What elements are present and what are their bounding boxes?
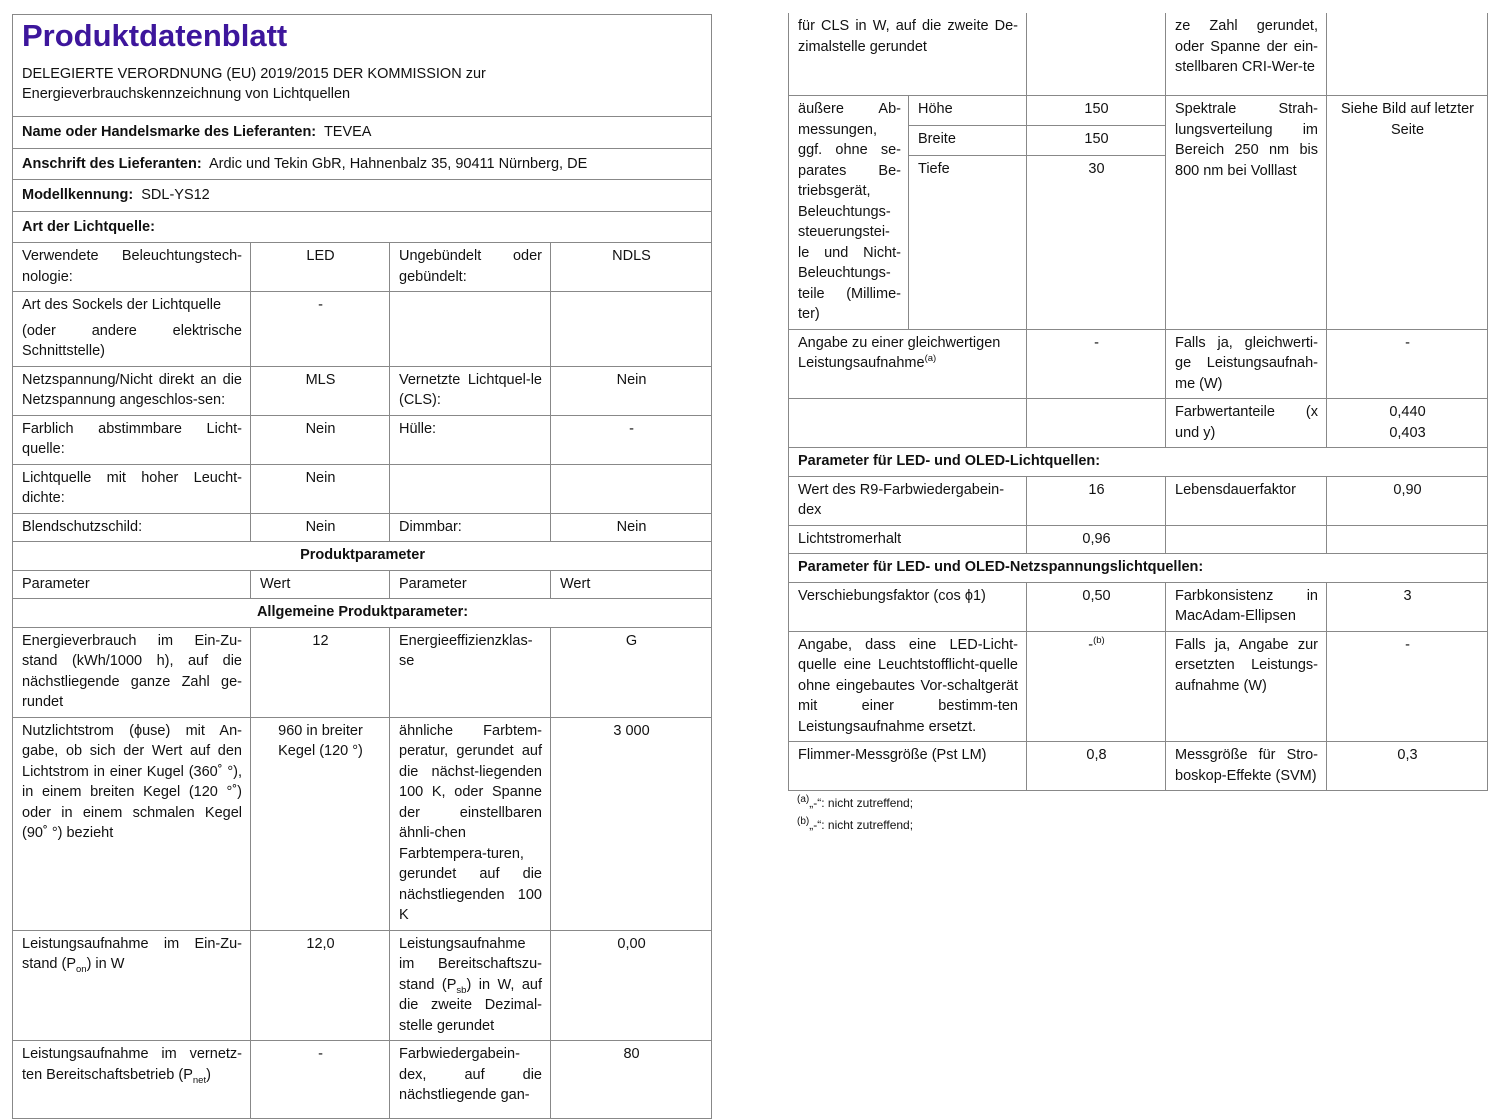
param-cell: Blendschutzschild: (13, 513, 251, 542)
page-title: Produktdatenblatt (22, 18, 288, 53)
table-row (13, 627, 712, 717)
text: - (1088, 636, 1094, 653)
value-cell: Nein (251, 415, 390, 464)
table-row (789, 525, 1488, 554)
table-row (13, 717, 712, 930)
supplier-address-label: Anschrift des Lieferanten: (22, 155, 202, 172)
value-cell: 12 (251, 627, 390, 717)
param-cell (13, 292, 251, 367)
table-row (13, 930, 712, 1041)
param-cell: Spektrale Strah-lungsverteilung im Bereich 250 nm bis 800 nm bei Volllast (1166, 96, 1327, 330)
value-cell (551, 292, 712, 367)
param-cell: Lichtstromerhalt (789, 525, 1027, 554)
param-cell: Flimmer-Messgröße (Pst LM) (789, 742, 1027, 791)
text: Angabe zu einer gleichwertigen Leistungsaufnahme (798, 334, 1001, 371)
param-cell (390, 930, 551, 1041)
regulation-text (22, 55, 703, 112)
table-row (13, 366, 712, 415)
table-row (789, 329, 1488, 399)
subscript: net (192, 1074, 207, 1086)
value-cell: Nein (251, 464, 390, 513)
dimension-name: Breite (909, 125, 1027, 155)
right-table (788, 13, 1488, 791)
value-cell: 3 (1327, 582, 1488, 631)
value-cell: 0,96 (1027, 525, 1166, 554)
footnote-text: „-“: nicht zutreffend; (809, 818, 914, 832)
supplier-address-row (13, 148, 712, 180)
model-row (13, 180, 712, 212)
footnote-ref: (a) (924, 353, 937, 365)
table-row (13, 1041, 712, 1119)
footnote-text: „-“: nicht zutreffend; (809, 796, 914, 810)
param-cell: ze Zahl gerundet, oder Spanne der ein-stellbaren CRI-Wer-te (1166, 13, 1327, 96)
dimension-value: 150 (1027, 96, 1166, 126)
regulation-line-1: DELEGIERTE VERORDNUNG (EU) 2019/2015 DER KOMMISSION zur (22, 66, 486, 82)
footnotes (797, 795, 1487, 834)
table-row (13, 292, 712, 367)
column-header: Wert (551, 570, 712, 599)
supplier-name-row (13, 117, 712, 149)
regulation-line-2: Energieverbrauchskennzeichnung von Lichtquellen (22, 86, 351, 102)
column-header: Parameter (390, 570, 551, 599)
model-value: SDL-YS12 (141, 187, 210, 203)
value-cell (1327, 525, 1488, 554)
value-cell: Nein (551, 513, 712, 542)
footnote-mark: (a) (797, 794, 810, 805)
param-cell: Netzspannung/Nicht direkt an die Netzspannung angeschlos-sen: (13, 366, 251, 415)
param-cell: Farbwiedergabein-dex, auf die nächstliegende gan- (390, 1041, 551, 1119)
socket-label: Art des Sockels der Lichtquelle (22, 297, 222, 313)
value-cell: 0,50 (1027, 582, 1166, 631)
value-cell: - (251, 1041, 390, 1119)
value-cell: NDLS (551, 243, 712, 292)
value-cell: 0,00 (551, 930, 712, 1041)
dimension-name: Tiefe (909, 155, 1027, 329)
table-row (789, 582, 1488, 631)
table-row (789, 13, 1488, 96)
value-cell: 3 000 (551, 717, 712, 930)
table-row (13, 415, 712, 464)
param-cell: Angabe, dass eine LED-Licht-quelle eine Leuchtstofflicht-quelle ohne eingebautes Vor-schaltgerät mit einer bestimm-ten Leistungsaufnahme ersetzt. (789, 631, 1027, 742)
table-row (789, 476, 1488, 525)
param-cell: Energieeffizienzklas-se (390, 627, 551, 717)
value-cell: 0,8 (1027, 742, 1166, 791)
header-cell (13, 15, 712, 117)
value-cell: 0,3 (1327, 742, 1488, 791)
right-column (788, 14, 1487, 834)
chroma-x: 0,440 (1389, 404, 1426, 420)
subscript: sb (456, 984, 467, 996)
table-row (789, 631, 1488, 742)
value-cell: Siehe Bild auf letzter Seite (1327, 96, 1488, 330)
value-cell: 960 in breiter Kegel (120 °) (251, 717, 390, 930)
param-cell: für CLS in W, auf die zweite De-zimalstelle gerundet (789, 13, 1027, 96)
dimension-value: 30 (1027, 155, 1166, 329)
param-cell (789, 329, 1027, 399)
mains-section-heading: Parameter für LED- und OLED-Netzspannungslichtquellen: (789, 554, 1488, 583)
subscript: on (76, 963, 87, 975)
text: Leistungsaufnahme im Bereitschaftszu-stand (P (399, 935, 542, 993)
param-cell: Falls ja, gleichwerti-ge Leistungsaufnah-me (W) (1166, 329, 1327, 399)
param-cell (789, 399, 1027, 448)
param-cell (13, 930, 251, 1041)
value-cell: LED (251, 243, 390, 292)
param-cell: Dimmbar: (390, 513, 551, 542)
value-cell: Nein (251, 513, 390, 542)
table-row (789, 399, 1488, 448)
param-cell: Wert des R9-Farbwiedergabein-dex (789, 476, 1027, 525)
value-cell: 80 (551, 1041, 712, 1119)
socket-label-note: (oder andere elektrische Schnittstelle) (22, 322, 242, 359)
value-cell: - (1327, 329, 1488, 399)
param-cell: Vernetzte Lichtquel-le (CLS): (390, 366, 551, 415)
param-cell: Verwendete Beleuchtungstech-nologie: (13, 243, 251, 292)
param-cell (13, 1041, 251, 1119)
chroma-y: 0,403 (1389, 424, 1426, 441)
param-cell: Energieverbrauch im Ein-Zu-stand (kWh/1000 h), auf die nächstliegende ganze Zahl ge-rundet (13, 627, 251, 717)
footnote-b (797, 817, 1487, 834)
value-cell: 12,0 (251, 930, 390, 1041)
dimension-value: 150 (1027, 125, 1166, 155)
param-cell: Lebensdauerfaktor (1166, 476, 1327, 525)
value-cell: 16 (1027, 476, 1166, 525)
param-cell (1166, 525, 1327, 554)
value-cell: - (251, 292, 390, 367)
param-cell: Verschiebungsfaktor (cos ϕ1) (789, 582, 1027, 631)
param-cell: Ungebündelt oder gebündelt: (390, 243, 551, 292)
column-header: Wert (251, 570, 390, 599)
footnote-a (797, 795, 1487, 812)
light-source-type-heading: Art der Lichtquelle: (13, 211, 712, 243)
value-cell (1327, 399, 1488, 448)
supplier-name-value: TEVEA (323, 124, 372, 140)
table-row (789, 742, 1488, 791)
value-cell: - (1327, 631, 1488, 742)
text: ) (206, 1066, 211, 1083)
param-cell: ähnliche Farbtem-peratur, gerundet auf die nächst-liegenden 100 K, oder Spanne der einstellbaren ähnli-chen Farbtempera-turen, gerundet auf die nächstliegenden 100 K (390, 717, 551, 930)
text: ) in W, auf die zweite Dezimal-stelle gerundet (399, 976, 542, 1034)
dimension-name: Höhe (909, 96, 1027, 126)
value-cell (1027, 13, 1166, 96)
footnote-mark: (b) (797, 816, 810, 827)
value-cell: - (551, 415, 712, 464)
value-cell: MLS (251, 366, 390, 415)
param-cell: Farbwertanteile (x und y) (1166, 399, 1327, 448)
param-cell (390, 464, 551, 513)
value-cell: Nein (551, 366, 712, 415)
column-header-row (13, 570, 712, 599)
footnote-ref: (b) (1093, 634, 1105, 646)
table-row (13, 243, 712, 292)
text: Leistungsaufnahme im Ein-Zu-stand (P (22, 935, 242, 972)
param-cell: Nutzlichtstrom (ϕuse) mit An-gabe, ob sich der Wert auf den Lichtstrom in einer Kugel (360˚ °), in einem breiten Kegel (120 °˚) oder in einem schmalen Kegel (90˚ °) bezieht (13, 717, 251, 930)
product-params-heading: Produktparameter (13, 542, 712, 571)
text: ) in W (86, 956, 125, 972)
param-cell: Hülle: (390, 415, 551, 464)
param-cell: Farbkonsistenz in MacAdam-Ellipsen (1166, 582, 1327, 631)
param-cell: Farblich abstimmbare Licht-quelle: (13, 415, 251, 464)
text: Leistungsaufnahme im vernetz-ten Bereitschaftsbetrieb (P (22, 1046, 242, 1083)
dimensions-label: äußere Ab-messungen, ggf. ohne se-parates Be-triebsgerät, Beleuchtungs-steuerungstei-le und Nicht-Beleuchtungs-teile (Millime-ter) (789, 96, 909, 330)
value-cell (551, 464, 712, 513)
general-params-heading: Allgemeine Produktparameter: (13, 599, 712, 628)
table-row (789, 96, 1488, 126)
value-cell (1027, 631, 1166, 742)
value-cell (1027, 399, 1166, 448)
param-cell (390, 292, 551, 367)
led-section-heading: Parameter für LED- und OLED-Lichtquellen: (789, 448, 1488, 477)
value-cell: G (551, 627, 712, 717)
column-header: Parameter (13, 570, 251, 599)
left-table (12, 14, 712, 1119)
value-cell: - (1027, 329, 1166, 399)
supplier-name-label: Name oder Handelsmarke des Lieferanten: (22, 124, 317, 140)
value-cell (1327, 13, 1488, 96)
supplier-address-value: Ardic und Tekin GbR, Hahnenbalz 35, 90411 Nürnberg, DE (208, 155, 588, 172)
param-cell: Messgröße für Stro-boskop-Effekte (SVM) (1166, 742, 1327, 791)
table-row (13, 513, 712, 542)
param-cell: Falls ja, Angabe zur ersetzten Leistungs-aufnahme (W) (1166, 631, 1327, 742)
model-label: Modellkennung: (22, 187, 134, 203)
value-cell: 0,90 (1327, 476, 1488, 525)
param-cell: Lichtquelle mit hoher Leucht-dichte: (13, 464, 251, 513)
table-row (13, 464, 712, 513)
